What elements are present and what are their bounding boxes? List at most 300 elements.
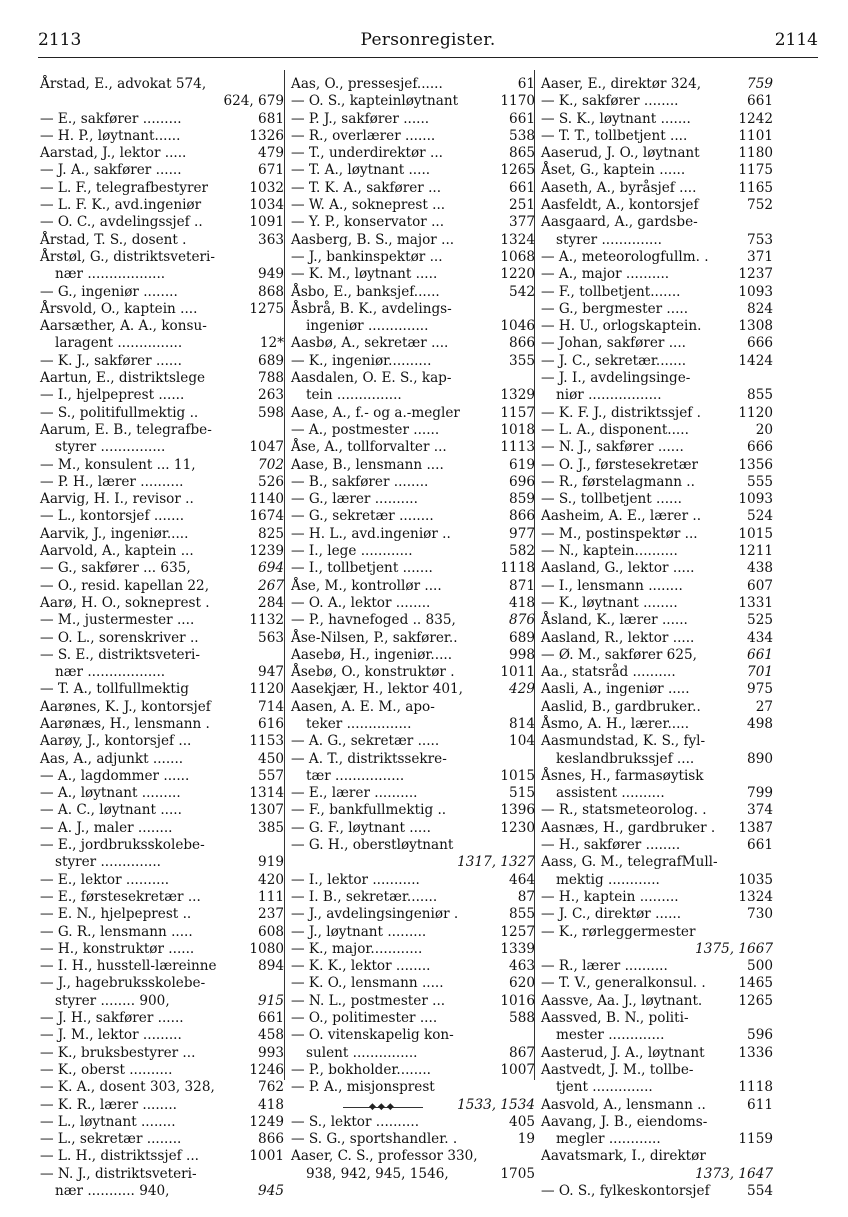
entry-text: — I., lege ............ <box>291 543 413 560</box>
entry-text: Aarum, E. B., telegrafbe- <box>40 421 212 438</box>
index-entry <box>291 387 535 404</box>
entry-page-ref: 438 <box>747 560 773 577</box>
entry-page-ref: 111 <box>258 888 284 905</box>
entry-text: — J. C., sekretær....... <box>541 352 687 369</box>
index-entry <box>541 802 773 819</box>
entry-page-ref: 237 <box>258 906 284 923</box>
entry-text: nær ........... 940, <box>55 1183 170 1199</box>
index-entry <box>541 578 773 595</box>
entry-page-ref: 263 <box>258 387 284 404</box>
entry-text: Årstøl, G., distriktsveteri- <box>40 248 215 265</box>
entry-text: — Johan, sakfører .... <box>541 335 686 352</box>
index-entry <box>40 422 284 439</box>
index-entry <box>541 751 773 768</box>
index-entry <box>291 491 535 508</box>
index-entry <box>291 474 535 491</box>
entry-text: Åsebø, O., konstruktør . <box>291 664 455 681</box>
index-entry <box>291 1097 535 1114</box>
entry-page-ref: 1265 <box>500 162 535 179</box>
entry-text: ingeniør .............. <box>306 318 429 335</box>
entry-text: — E., lektor .......... <box>40 871 170 888</box>
entry-text: — K. M., løytnant ..... <box>291 266 438 283</box>
index-entry <box>291 975 535 992</box>
entry-page-ref: 87 <box>517 888 535 905</box>
index-entry <box>541 941 773 958</box>
entry-text: — I., lektor ........... <box>291 871 420 888</box>
entry-page-ref: 1011 <box>500 664 535 681</box>
index-entry <box>541 699 773 716</box>
entry-page-ref: 1387 <box>738 819 773 836</box>
entry-page-ref: 1237 <box>738 266 773 283</box>
entry-page-ref: 1249 <box>249 1113 284 1130</box>
entry-text: — E., lærer .......... <box>291 785 418 802</box>
entry-page-ref: 1016 <box>500 992 535 1009</box>
entry-page-ref: 624, 679 <box>223 93 284 110</box>
index-entry <box>291 699 535 716</box>
entry-text: — S. G., sportshandler. . <box>291 1131 458 1148</box>
entry-page-ref: 1091 <box>249 214 284 231</box>
index-entry <box>291 854 535 871</box>
entry-text: Åsnes, H., farmasøytisk <box>541 767 704 784</box>
entry-text: — E., sakfører ......... <box>40 110 182 127</box>
index-entry <box>541 837 773 854</box>
index-entry <box>291 1045 535 1062</box>
index-entry <box>40 1079 284 1096</box>
entry-text: — H. U., orlogskaptein. <box>541 318 702 335</box>
index-entry <box>291 422 535 439</box>
entry-text: — G., bergmester ..... <box>541 300 689 317</box>
entry-text: nær .................. <box>55 266 166 283</box>
entry-text: — E. N., hjelpeprest .. <box>40 906 192 923</box>
entry-page-ref: 866 <box>509 335 535 352</box>
index-entry <box>291 924 535 941</box>
entry-page-ref: 825 <box>258 525 284 542</box>
entry-page-ref: 1220 <box>500 266 535 283</box>
index-entry <box>291 664 535 681</box>
entry-page-ref: 1132 <box>249 612 284 629</box>
index-entry <box>541 630 773 647</box>
entry-page-ref: 420 <box>258 871 284 888</box>
entry-page-ref: 582 <box>509 543 535 560</box>
index-entry <box>541 664 773 681</box>
entry-page-ref: 1093 <box>738 491 773 508</box>
index-entry <box>40 837 284 854</box>
entry-page-ref: 945 <box>258 1183 284 1199</box>
entry-page-ref: 1257 <box>500 923 535 940</box>
entry-page-ref: 671 <box>258 162 284 179</box>
index-entry <box>541 526 773 543</box>
entry-page-ref: 1239 <box>249 543 284 560</box>
entry-page-ref: 1140 <box>249 491 284 508</box>
entry-text: Aavatsmark, I., direktør <box>541 1148 706 1165</box>
entry-text: — L., kontorsjef ....... <box>40 508 185 525</box>
entry-text: — O. J., førstesekretær <box>541 456 698 473</box>
entry-text: — L., løytnant ........ <box>40 1113 176 1130</box>
entry-page-ref: 588 <box>509 1010 535 1027</box>
index-entry <box>291 958 535 975</box>
index-entry <box>40 145 284 162</box>
index-entry <box>291 820 535 837</box>
entry-page-ref: 1120 <box>738 404 773 421</box>
entry-text: — O. vitenskapelig kon- <box>291 1027 454 1044</box>
entry-page-ref: 479 <box>258 145 284 162</box>
entry-page-ref: 998 <box>509 646 535 663</box>
entry-text: — K. K., lektor ........ <box>291 958 431 975</box>
entry-page-ref: 1047 <box>249 439 284 456</box>
entry-text: — R., lærer .......... <box>541 958 668 975</box>
entry-text: — H. P., løytnant...... <box>40 127 181 144</box>
entry-text: — J. M., lektor ......... <box>40 1027 182 1044</box>
entry-text: Aarvig, H. I., revisor .. <box>40 491 194 508</box>
index-entry <box>291 266 535 283</box>
index-entry <box>291 872 535 889</box>
entry-text: — K. F. J., distriktssjef . <box>541 404 701 421</box>
index-entry <box>541 543 773 560</box>
index-entry <box>40 1183 284 1200</box>
index-entry <box>541 595 773 612</box>
entry-text: — H. L., avd.ingeniør .. <box>291 525 451 542</box>
entry-text: tær ................ <box>306 767 405 784</box>
entry-text: — J. I., avdelingsinge- <box>541 370 691 387</box>
entry-text: — G., ingeniør ........ <box>40 283 178 300</box>
entry-page-ref: 1275 <box>249 300 284 317</box>
entry-page-ref: 1674 <box>249 508 284 525</box>
entry-text: — P., bokholder........ <box>291 1061 431 1078</box>
index-entry <box>541 958 773 975</box>
index-entry <box>541 612 773 629</box>
index-entry <box>40 197 284 214</box>
entry-page-ref: 1533, 1534 <box>457 1096 535 1113</box>
entry-text: Åse-Nilsen, P., sakfører.. <box>291 629 458 646</box>
entry-page-ref: 1120 <box>249 681 284 698</box>
index-entry <box>40 802 284 819</box>
entry-text: — O., politimester .... <box>291 1010 438 1027</box>
entry-page-ref: 251 <box>509 197 535 214</box>
entry-page-ref: 619 <box>509 456 535 473</box>
index-entry <box>40 854 284 871</box>
entry-text: — J., hagebruksskolebe- <box>40 975 206 992</box>
entry-page-ref: 730 <box>747 906 773 923</box>
index-entry <box>291 543 535 560</box>
entry-page-ref: 1465 <box>738 975 773 992</box>
index-entry <box>541 1114 773 1131</box>
entry-text: mektig ............ <box>556 871 660 888</box>
entry-page-ref: 689 <box>509 629 535 646</box>
entry-text: Aastvedt, J. M., tollbe- <box>541 1061 694 1078</box>
entry-page-ref: 1118 <box>500 560 535 577</box>
index-column-2 <box>291 76 535 1183</box>
entry-text: — K., major............ <box>291 940 423 957</box>
index-entry <box>40 993 284 1010</box>
entry-text: Aasbø, A., sekretær .... <box>291 335 449 352</box>
entry-page-ref: 1153 <box>249 733 284 750</box>
entry-text: — J. A., sakfører ...... <box>40 162 182 179</box>
index-entry <box>541 889 773 906</box>
entry-text: — J., bankinspektør ... <box>291 248 443 265</box>
index-entry <box>291 370 535 387</box>
index-entry <box>541 1183 773 1200</box>
index-entry <box>40 508 284 525</box>
index-entry <box>40 353 284 370</box>
entry-page-ref: 557 <box>258 767 284 784</box>
entry-text: — T., underdirektør ... <box>291 145 443 162</box>
entry-text: — P. A., misjonsprest <box>291 1079 435 1096</box>
entry-text: — H., kaptein ......... <box>541 888 679 905</box>
entry-text: tjent .............. <box>556 1079 653 1096</box>
index-entry <box>541 1010 773 1027</box>
index-entry <box>40 76 284 93</box>
entry-text: — L. F. K., avd.ingeniør <box>40 197 202 214</box>
entry-page-ref: 666 <box>747 335 773 352</box>
entry-text: — B., sakfører ........ <box>291 473 429 490</box>
index-entry <box>291 1166 535 1183</box>
index-entry <box>291 301 535 318</box>
index-entry <box>291 111 535 128</box>
index-entry <box>541 422 773 439</box>
entry-text: — J. H., sakfører ...... <box>40 1010 184 1027</box>
index-entry <box>541 93 773 110</box>
entry-page-ref: 498 <box>747 715 773 732</box>
entry-page-ref: 385 <box>258 819 284 836</box>
entry-text: — M., konsulent ... 11, <box>40 456 196 473</box>
index-entry <box>541 733 773 750</box>
entry-text: Aavang, J. B., eiendoms- <box>541 1113 708 1130</box>
entry-text: Aassved, B. N., politi- <box>541 1010 689 1027</box>
header-rule <box>38 57 818 58</box>
entry-page-ref: 696 <box>509 473 535 490</box>
index-entry <box>40 664 284 681</box>
index-entry <box>40 318 284 335</box>
index-entry <box>291 630 535 647</box>
entry-text: — G. F., løytnant ..... <box>291 819 431 836</box>
entry-page-ref: 525 <box>747 612 773 629</box>
entry-text: Aasland, G., lektor ..... <box>541 560 695 577</box>
entry-text: — R., statsmeteorolog. . <box>541 802 707 819</box>
entry-text: Aarvik, J., ingeniør..... <box>40 525 189 542</box>
index-entry <box>40 578 284 595</box>
index-entry <box>541 1166 773 1183</box>
index-entry <box>541 457 773 474</box>
entry-page-ref: 607 <box>747 577 773 594</box>
entry-page-ref: 1314 <box>249 785 284 802</box>
index-entry <box>541 906 773 923</box>
entry-page-ref: 542 <box>509 283 535 300</box>
entry-text: — P., havnefoged .. 835, <box>291 612 456 629</box>
entry-text: laragent ............... <box>55 335 183 352</box>
entry-page-ref: 1034 <box>249 197 284 214</box>
entry-page-ref: 762 <box>258 1079 284 1096</box>
entry-text: — A., major .......... <box>541 266 670 283</box>
index-entry <box>40 872 284 889</box>
entry-text: — N. J., sakfører ...... <box>541 439 684 456</box>
entry-text: Aasterud, J. A., løytnant <box>541 1044 705 1061</box>
index-entry <box>291 526 535 543</box>
index-entry <box>40 370 284 387</box>
entry-page-ref: 1324 <box>500 231 535 248</box>
entry-text: — T. A., løytnant ..... <box>291 162 431 179</box>
entry-page-ref: 1242 <box>738 110 773 127</box>
entry-page-ref: 458 <box>258 1027 284 1044</box>
entry-text: Åsland, K., lærer ...... <box>541 612 688 629</box>
entry-page-ref: 1165 <box>738 179 773 196</box>
index-entry <box>291 335 535 352</box>
index-entry <box>291 560 535 577</box>
index-entry <box>40 958 284 975</box>
entry-text: — A. T., distriktssekre- <box>291 750 447 767</box>
entry-page-ref: 689 <box>258 352 284 369</box>
index-entry <box>291 647 535 664</box>
entry-text: — G., lærer .......... <box>291 491 418 508</box>
entry-text: Aassve, Aa. J., løytnant. <box>541 992 703 1009</box>
entry-text: — S., lektor .......... <box>291 1113 420 1130</box>
entry-text: Aasvold, A., lensmann .. <box>541 1096 706 1113</box>
entry-text: Aasen, A. E. M., apo- <box>291 698 435 715</box>
index-entry <box>291 145 535 162</box>
entry-page-ref: 752 <box>747 197 773 214</box>
entry-text: — I., tollbetjent ....... <box>291 560 433 577</box>
entry-text: styrer .............. <box>556 231 662 248</box>
entry-text: — I., hjelpeprest ...... <box>40 387 185 404</box>
index-entry <box>291 1079 535 1096</box>
entry-text: Åse, M., kontrollør .... <box>291 577 442 594</box>
entry-text: — K., ingeniør.......... <box>291 352 432 369</box>
entry-text: — A. J., maler ........ <box>40 819 173 836</box>
index-entry <box>291 612 535 629</box>
index-entry <box>541 405 773 422</box>
entry-text: nær .................. <box>55 664 166 681</box>
entry-text: styrer ........ 900, <box>55 992 170 1009</box>
entry-page-ref: 799 <box>747 785 773 802</box>
index-entry <box>541 647 773 664</box>
entry-page-ref: 563 <box>258 629 284 646</box>
entry-text: — O. C., avdelingssjef .. <box>40 214 203 231</box>
entry-text: assistent .......... <box>556 785 665 802</box>
index-entry <box>40 214 284 231</box>
index-entry <box>541 335 773 352</box>
entry-text: 938, 942, 945, 1546, <box>306 1165 449 1182</box>
index-entry <box>40 785 284 802</box>
index-entry <box>291 197 535 214</box>
entry-page-ref: 1015 <box>500 767 535 784</box>
index-entry <box>40 266 284 283</box>
column-divider-1 <box>284 70 285 1080</box>
index-entry <box>40 560 284 577</box>
index-entry <box>291 128 535 145</box>
entry-text: — H., sakfører ........ <box>541 837 681 854</box>
index-entry <box>40 249 284 266</box>
entry-text: sulent ............... <box>306 1044 418 1061</box>
entry-page-ref: 824 <box>747 300 773 317</box>
entry-page-ref: 694 <box>258 560 284 577</box>
entry-text: Aas, O., pressesjef...... <box>291 76 443 92</box>
index-entry <box>40 491 284 508</box>
index-entry <box>40 93 284 110</box>
index-entry <box>40 647 284 664</box>
index-entry <box>291 93 535 110</box>
index-entry <box>40 733 284 750</box>
entry-text: — F., tollbetjent....... <box>541 283 681 300</box>
entry-text: — K., oberst .......... <box>40 1061 173 1078</box>
index-entry <box>541 353 773 370</box>
entry-text: — P. J., sakfører ...... <box>291 110 430 127</box>
index-entry <box>291 318 535 335</box>
entry-text: — R., førstelagmann .. <box>541 473 695 490</box>
index-entry <box>541 111 773 128</box>
column-divider-2 <box>534 70 535 1080</box>
entry-text: Aasgaard, A., gardsbe- <box>541 214 698 231</box>
entry-page-ref: 463 <box>509 958 535 975</box>
entry-text: Årstad, T. S., dosent . <box>40 231 187 248</box>
entry-page-ref: 611 <box>747 1096 773 1113</box>
entry-page-ref: 1265 <box>738 992 773 1009</box>
entry-page-ref: 500 <box>747 958 773 975</box>
index-entry <box>40 1114 284 1131</box>
entry-text: — O. S., fylkeskontorsjef <box>541 1183 710 1199</box>
index-entry <box>291 162 535 179</box>
entry-page-ref: 1375, 1667 <box>695 940 773 957</box>
entry-page-ref: 1180 <box>738 145 773 162</box>
entry-text: — M., postinspektør ... <box>541 525 698 542</box>
index-entry <box>40 1062 284 1079</box>
entry-text: — H., konstruktør ...... <box>40 940 195 957</box>
entry-text: — J., avdelingsingeniør . <box>291 906 459 923</box>
entry-page-ref: 1246 <box>249 1061 284 1078</box>
index-entry <box>541 266 773 283</box>
index-entry <box>40 162 284 179</box>
entry-text: Aaseth, A., byråsjef .... <box>541 179 697 196</box>
index-entry <box>40 975 284 992</box>
index-entry <box>40 1045 284 1062</box>
page-title: Personregister. <box>360 30 496 50</box>
entry-page-ref: 1170 <box>500 93 535 110</box>
entry-text: Aaserud, J. O., løytnant <box>541 145 700 162</box>
index-entry <box>291 716 535 733</box>
index-entry <box>40 405 284 422</box>
entry-page-ref: 865 <box>509 145 535 162</box>
index-entry <box>40 889 284 906</box>
index-entry <box>541 491 773 508</box>
entry-text: Aarsæther, A. A., konsu- <box>40 318 207 335</box>
entry-page-ref: 555 <box>747 473 773 490</box>
index-entry <box>541 180 773 197</box>
entry-text: — Y. P., konservator ... <box>291 214 445 231</box>
entry-text: — S., tollbetjent ...... <box>541 491 682 508</box>
entry-text: — J. C., direktør ...... <box>541 906 682 923</box>
index-entry <box>291 1062 535 1079</box>
entry-text: Åsbo, E., banksjef...... <box>291 283 440 300</box>
index-entry <box>541 1045 773 1062</box>
entry-page-ref: 1018 <box>500 421 535 438</box>
entry-page-ref: 661 <box>509 110 535 127</box>
index-entry <box>291 768 535 785</box>
entry-page-ref: 702 <box>258 456 284 473</box>
entry-page-ref: 418 <box>258 1096 284 1113</box>
entry-text: Aarvold, A., kaptein ... <box>40 543 194 560</box>
entry-text: — P. H., lærer .......... <box>40 473 184 490</box>
entry-page-ref: 377 <box>509 214 535 231</box>
entry-text: — R., overlærer ....... <box>291 127 436 144</box>
entry-text: — G. R., lensmann ..... <box>40 923 193 940</box>
index-entry <box>541 1148 773 1165</box>
entry-text: mester ............. <box>556 1027 665 1044</box>
entry-page-ref: 919 <box>258 854 284 871</box>
index-entry <box>541 924 773 941</box>
index-entry <box>40 335 284 352</box>
index-entry <box>291 595 535 612</box>
index-entry <box>541 993 773 1010</box>
index-entry <box>291 906 535 923</box>
index-entry <box>541 1062 773 1079</box>
